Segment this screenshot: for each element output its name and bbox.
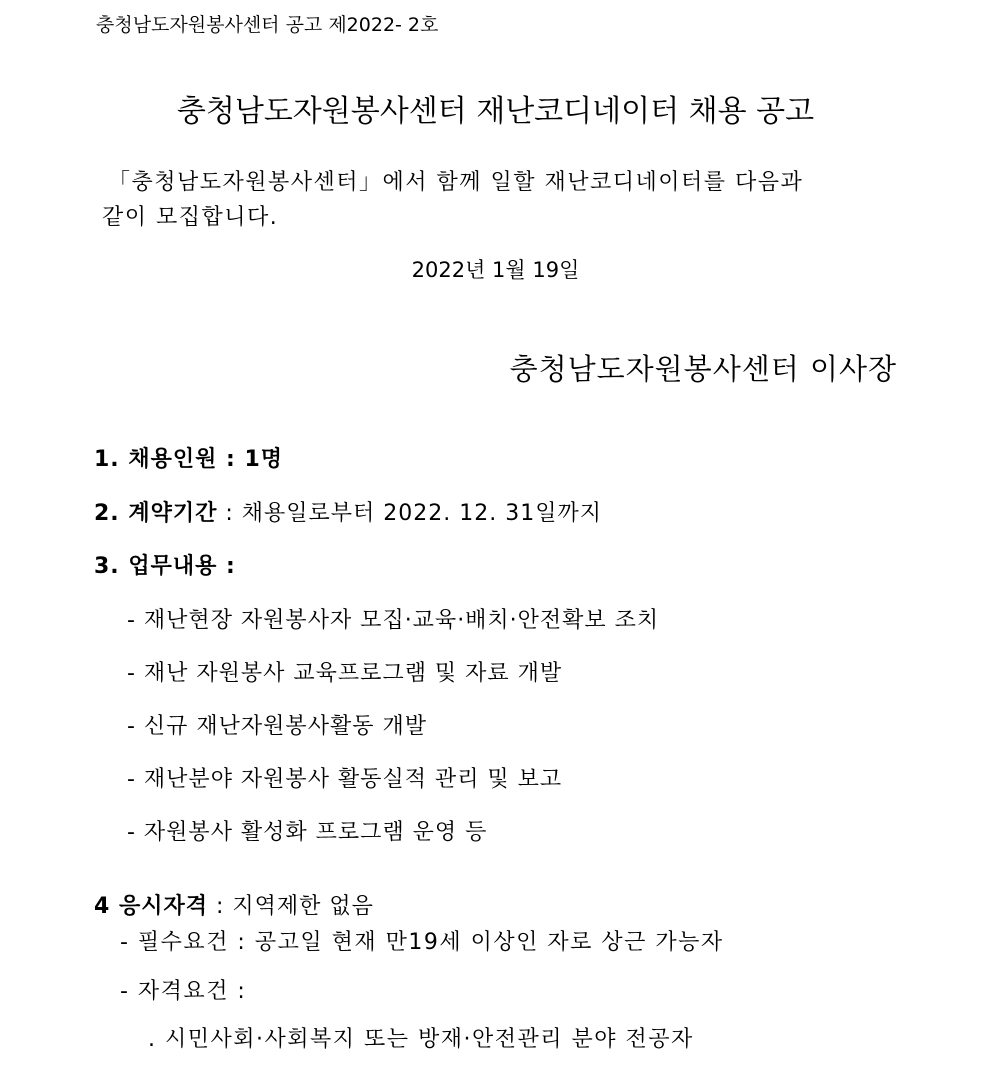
duty-item: - 자원봉사 활성화 프로그램 운영 등: [127, 820, 488, 845]
section-eligibility-value: : 지역제한 없음: [207, 894, 374, 919]
section-contract-period-label: 2. 계약기간: [94, 501, 218, 526]
intro-text-line-1: 「충청남도자원봉사센터」에서 함께 일할 재난코디네이터를 다음과: [108, 170, 804, 195]
duty-item: - 재난분야 자원봉사 활동실적 관리 및 보고: [127, 767, 563, 792]
intro-text-line-2: 같이 모집합니다.: [102, 205, 279, 230]
qualification-item: . 시민사회·사회복지 또는 방재·안전관리 분야 전공자: [148, 1027, 694, 1052]
requirement-item: - 필수요건 : 공고일 현재 만19세 이상인 자로 상근 가능자: [120, 930, 724, 955]
requirement-item: - 자격요건 :: [120, 979, 247, 1004]
section-eligibility: [94, 896, 374, 918]
section-contract-period: [94, 503, 602, 525]
section-eligibility-label: 4 응시자격: [94, 894, 208, 919]
duty-item: - 신규 재난자원봉사활동 개발: [127, 714, 427, 739]
announcement-date: 2022년 1월 19일: [411, 258, 580, 282]
duty-item: - 재난현장 자원봉사자 모집·교육·배치·안전확보 조치: [127, 608, 660, 633]
signer: 충청남도자원봉사센터 이사장: [509, 352, 897, 386]
duty-item: - 재난 자원봉사 교육프로그램 및 자료 개발: [127, 661, 563, 686]
section-duties: 3. 업무내용 :: [94, 554, 236, 579]
section-contract-period-value: : 채용일로부터 2022. 12. 31일까지: [217, 501, 602, 526]
document-title: 충청남도자원봉사센터 재난코디네이터 채용 공고: [176, 94, 815, 129]
notice-number: 충청남도자원봉사센터 공고 제2022- 2호: [96, 14, 439, 36]
section-headcount: 1. 채용인원 : 1명: [94, 447, 284, 472]
